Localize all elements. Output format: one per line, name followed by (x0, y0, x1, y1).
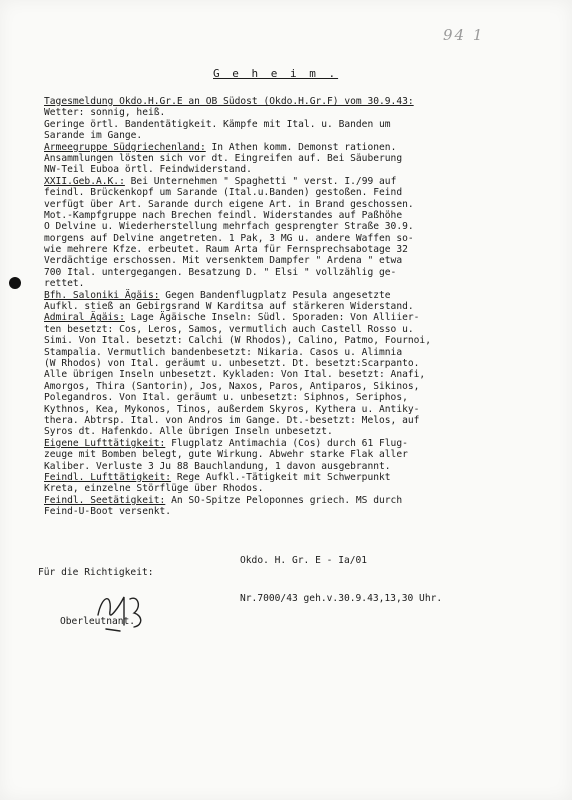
report-line (44, 461, 554, 472)
report-line (44, 255, 554, 266)
section-heading: Armeegruppe Südgriechenland: (44, 141, 206, 153)
report-line (44, 415, 554, 426)
section-heading: Tagesmeldung Okdo.H.Gr.E an OB Südost (Okdo.H.Gr.F) vom 30.9.43: (44, 96, 414, 107)
report-line (44, 324, 554, 335)
certification-text: Für die Richtigkeit: (38, 567, 154, 578)
report-line (44, 210, 554, 221)
report-line (44, 221, 554, 232)
report-line (44, 130, 554, 141)
report-text: Kaliber. Verluste 3 Ju 88 Bauchlandung, 1 davon ausgebrannt. (44, 460, 391, 472)
signatory-rank: Oberleutnant. (60, 616, 136, 627)
report-text: Amorgos, Thira (Santorin), Jos, Naxos, Paros, Antiparos, Sikinos, (44, 380, 420, 392)
report-line (44, 301, 554, 312)
report-line (44, 381, 554, 392)
report-text: Ansammlungen lösten sich vor dt. Eingreifen auf. Bei Säuberung (44, 152, 403, 164)
report-line (44, 290, 554, 301)
report-text: feindl. Brückenkopf um Sarande (Ital.u.Banden) gestoßen. Feind (44, 187, 403, 199)
office-reference-line2: Nr.7000/43 geh.v.30.9.43,13,30 Uhr. (240, 592, 443, 604)
report-text: Gegen Bandenflugplatz Pesula angesetzte (159, 289, 391, 301)
report-text: wie mehrere Kfze. erbeutet. Raum Arta für Fernsprechsabotage 32 (44, 244, 408, 256)
handwritten-signature (90, 585, 160, 635)
report-text: ten besetzt: Cos, Leros, Samos, vermutlich auch Castell Rosso u. (44, 323, 414, 335)
report-text: morgens auf Delvine angetreten. 1 Pak, 3 MG u. andere Waffen so- (44, 232, 414, 244)
office-reference-line1: Okdo. H. Gr. E - Ia/01 (240, 555, 368, 566)
report-line (44, 96, 554, 107)
report-body (44, 96, 554, 517)
report-line (44, 426, 554, 437)
report-text: Syros dt. Hafenkdo. Alle übrigen Inseln unbesetzt. (44, 426, 333, 438)
report-text: Stampalia. Vermutlich bandenbesetzt: Nikaria. Casos u. Alimnia (44, 346, 403, 358)
report-text: An SO-Spitze Peloponnes griech. MS durch (165, 494, 403, 506)
report-line (44, 176, 554, 187)
report-text: verfügt über Art. Sarande durch eigene Art. in Brand geschossen. (44, 198, 414, 210)
report-line (44, 506, 554, 517)
report-text: Flugplatz Antimachia (Cos) durch 61 Flug- (165, 437, 408, 449)
report-line (44, 312, 554, 323)
report-line (44, 369, 554, 380)
report-line (44, 199, 554, 210)
report-line (44, 495, 554, 506)
report-text: Lage Ägäische Inseln: Südl. Sporaden: Von Alliier- (124, 312, 420, 324)
report-line (44, 164, 554, 175)
report-text: (W Rhodos) von Ital. geräumt u. unbesetzt. Dt. besetzt:Scarpanto. (44, 357, 420, 369)
report-text: Rege Aufkl.-Tätigkeit mit Schwerpunkt (171, 471, 391, 483)
report-text: Wetter: sonnig, heiß. (44, 107, 166, 119)
punch-hole (9, 277, 21, 289)
report-text: O Delvine u. Wiederherstellung mehrfach gesprengter Straße 30.9. (44, 221, 414, 233)
archive-pencil-mark: 94 1 (443, 26, 485, 44)
section-heading: Feindl. Seetätigkeit: (44, 494, 166, 506)
report-line (44, 267, 554, 278)
section-heading: Eigene Lufttätigkeit: (44, 437, 166, 449)
report-line (44, 438, 554, 449)
section-heading: XXII.Geb.A.K.: (44, 175, 125, 187)
report-text: Sarande im Gange. (44, 130, 143, 142)
report-text: Geringe örtl. Bandentätigkeit. Kämpfe mit Ital. u. Banden um (44, 118, 391, 130)
report-line (44, 404, 554, 415)
document-title: G e h e i m . (213, 67, 339, 80)
report-line (44, 449, 554, 460)
report-line (44, 483, 554, 494)
section-heading: Bfh. Saloniki Ägäis: (44, 289, 160, 301)
report-text: Polegandros. Von Ital. geräumt u. unbesetzt: Siphnos, Seriphos, (44, 392, 408, 404)
report-text: Bei Unternehmen " Spaghetti " verst. I./99 auf (124, 175, 397, 187)
report-text: Simi. Von Ital. besetzt: Calchi (W Rhodos), Calino, Patmo, Fournoi, (44, 335, 431, 347)
office-reference (240, 530, 442, 630)
report-text: Kythnos, Kea, Mykonos, Tinos, außerdem Skyros, Kythera u. Antiky- (44, 403, 420, 415)
report-text: Verdächtige erschossen. Mit versenktem Dampfer " Ardena " etwa (44, 255, 403, 267)
report-text: zeuge mit Bomben belegt, gute Wirkung. Abwehr starke Flak aller (44, 449, 408, 461)
report-text: Mot.-Kampfgruppe nach Brechen feindl. Widerstandes auf Paßhöhe (44, 209, 403, 221)
report-text: Feind-U-Boot versenkt. (44, 506, 172, 518)
report-line (44, 335, 554, 346)
report-text: Alle übrigen Inseln unbesetzt. Kykladen: Von Ital. besetzt: Anafi, (44, 369, 426, 381)
report-text: Kreta, einzelne Störflüge über Rhodos. (44, 483, 264, 495)
report-text: 700 Ital. untergegangen. Besatzung D. " Elsi " vollzählig ge- (44, 266, 397, 278)
report-line (44, 142, 554, 153)
report-text: Aufkl. stieß an Gebirgsrand W Karditsa auf stärkeren Widerstand. (44, 301, 414, 313)
report-line (44, 244, 554, 255)
report-line (44, 153, 554, 164)
report-line (44, 278, 554, 289)
report-line (44, 107, 554, 118)
report-line (44, 119, 554, 130)
report-line (44, 347, 554, 358)
report-text: thera. Abtrsp. Ital. von Andros im Gange. Dt.-besetzt: Melos, auf (44, 414, 420, 426)
report-line (44, 233, 554, 244)
report-line (44, 472, 554, 483)
report-line (44, 358, 554, 369)
report-text: rettet. (44, 278, 85, 290)
report-text: NW-Teil Euboa örtl. Feindwiderstand. (44, 164, 252, 176)
report-line (44, 392, 554, 403)
report-line (44, 187, 554, 198)
section-heading: Admiral Ägäis: (44, 312, 125, 324)
report-text: In Athen komm. Demonst rationen. (205, 141, 397, 153)
section-heading: Feindl. Lufttätigkeit: (44, 471, 172, 483)
